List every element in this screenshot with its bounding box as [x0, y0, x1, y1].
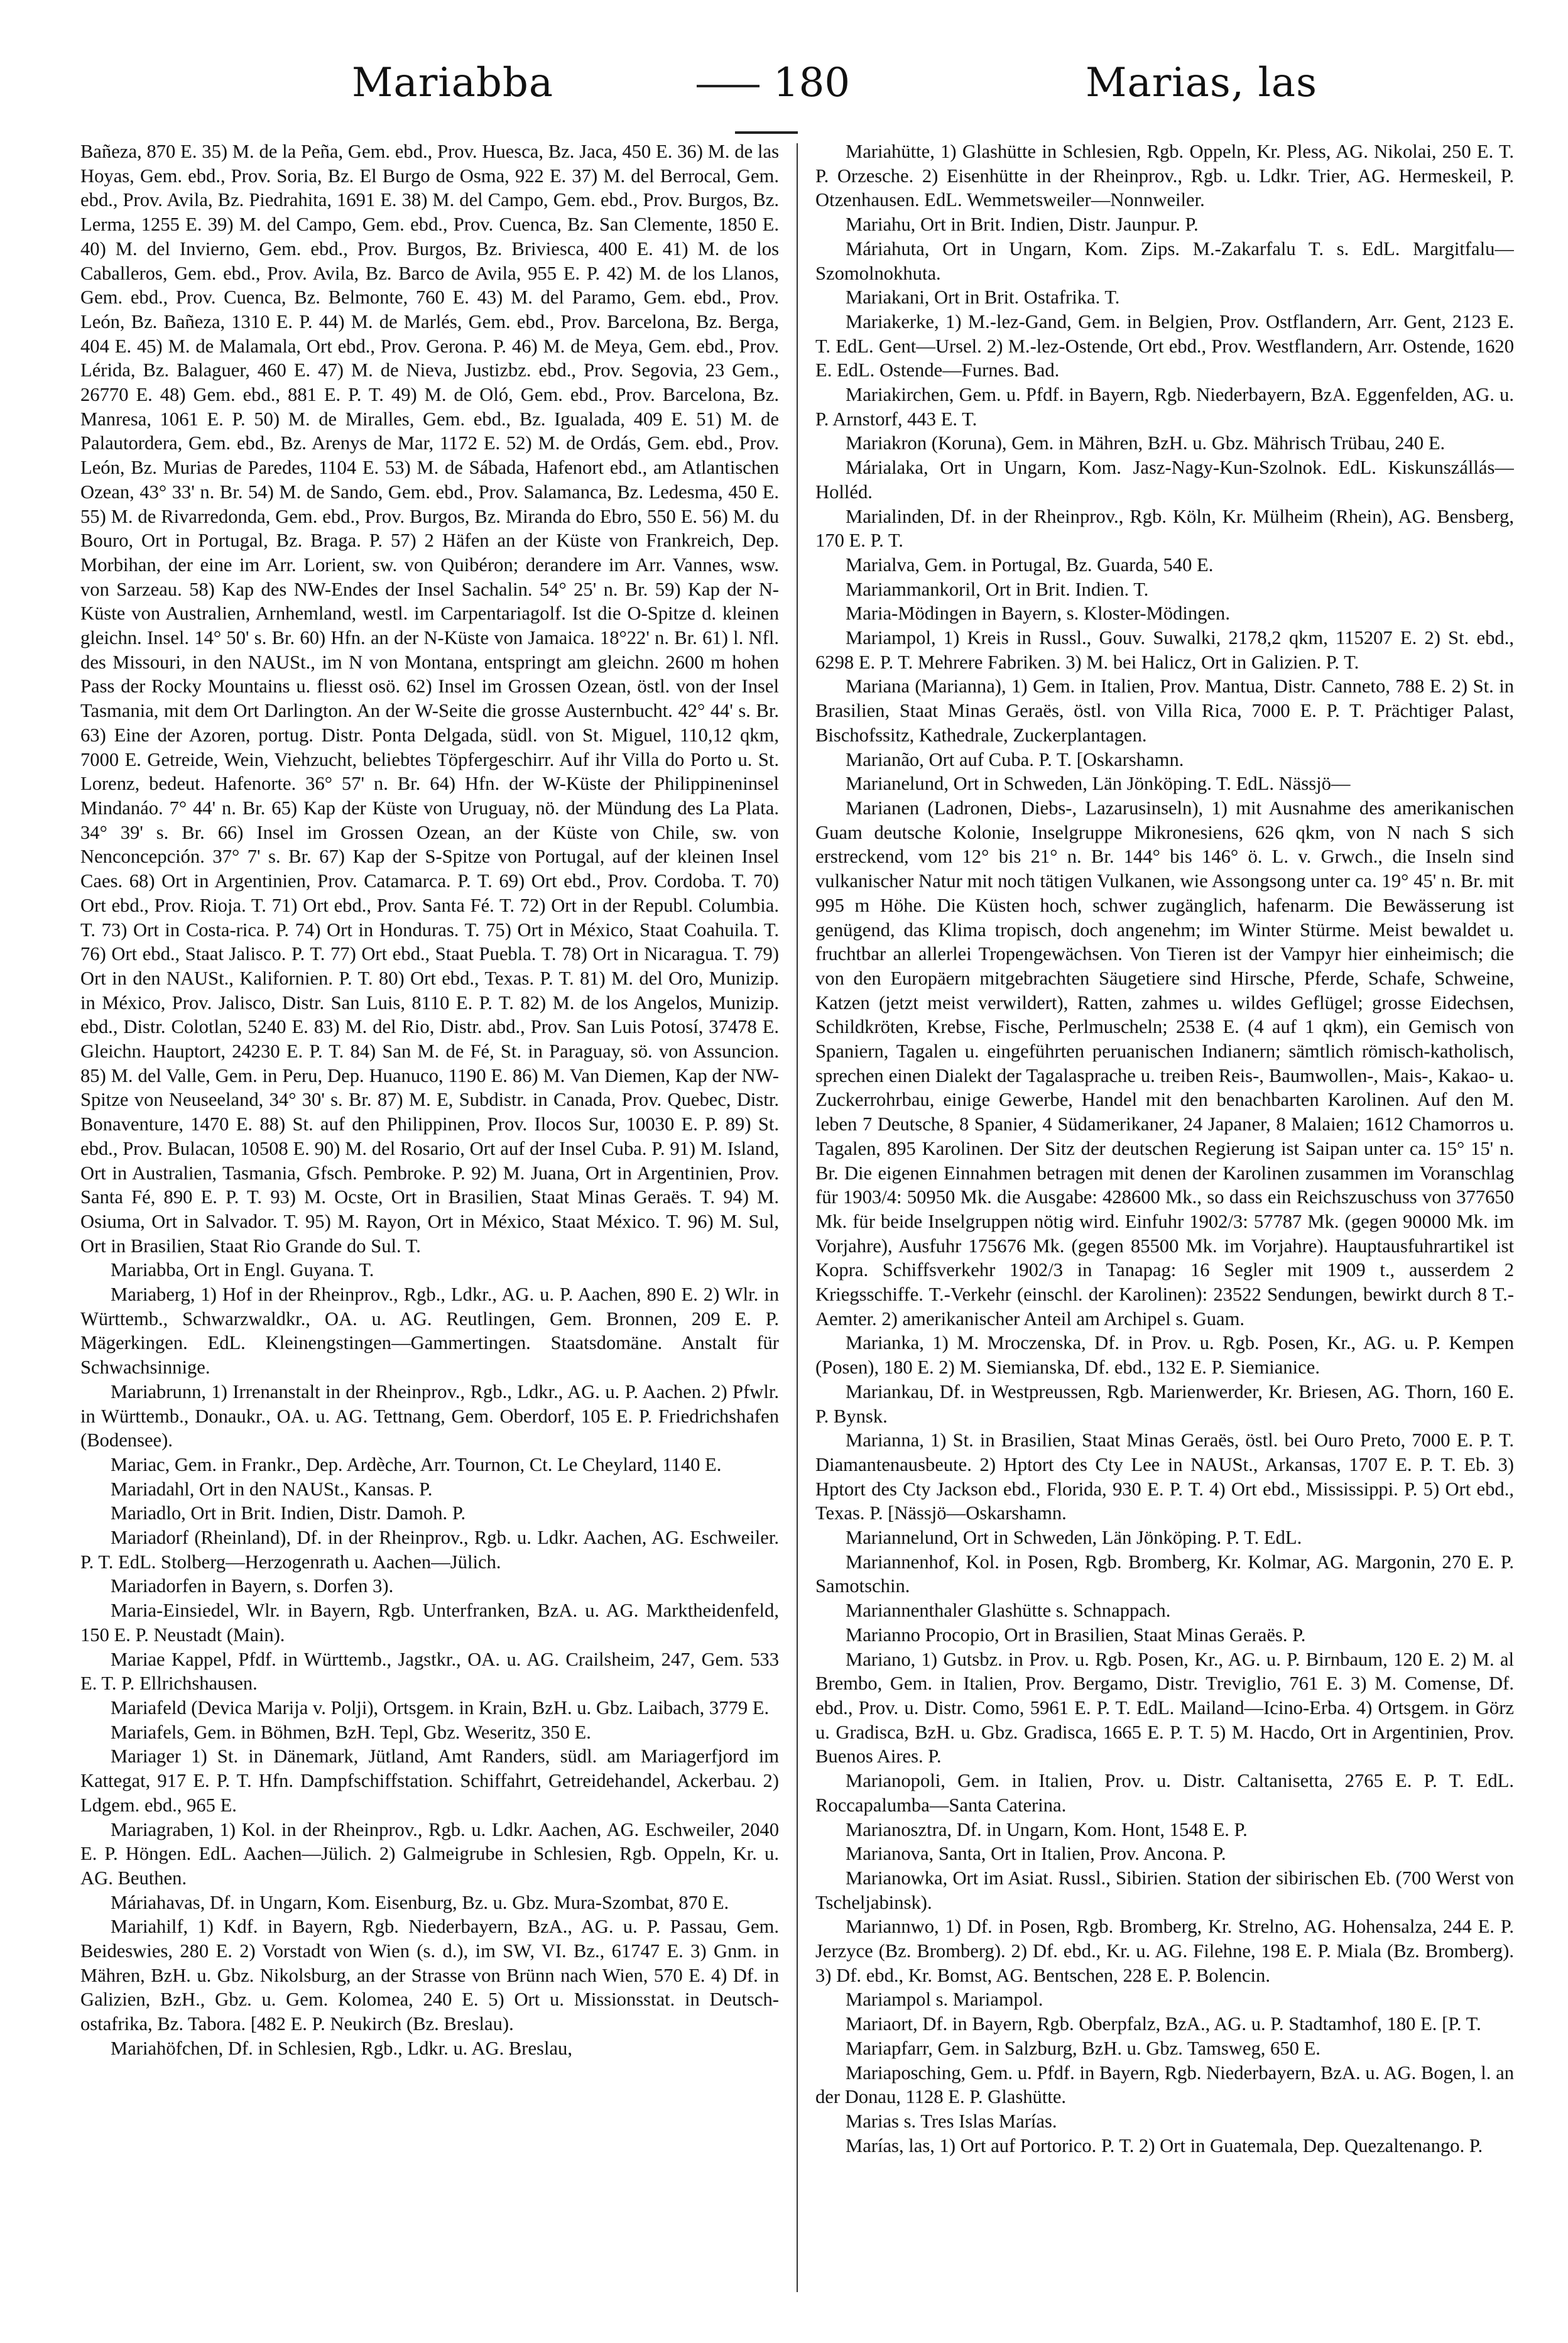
- gazetteer-entry: Mariammankoril, Ort in Brit. Indien. T.: [846, 578, 1149, 600]
- gazetteer-entry: Bañeza, 870 E. 35) M. de la Peña, Gem. ebd., Prov. Huesca, Bz. Jaca, 450 E. 36) M. de las Hoyas, Gem. ebd., Prov. Soria, Bz. El Burgo de Osma, 922 E. 37) M. del Berrocal, Gem. ebd., Prov. Avila, Bz. Piedrahita, 1691 E. 38) M. del Campo, Gem. ebd., Prov. Burgos, Bz. Lerma, 1255 E. 39) M. del Campo, Gem. ebd., Prov. Cuenca, Bz. San Clemente, 1850 E. 40) M. del Invierno, Gem. ebd., Prov. Burgos, Bz. Briviesca, 400 E. 41) M. de los Caballeros, Gem. ebd., Prov. Avila, Bz. Barco de Avila, 955 E. P. 42) M. de los Llanos, Gem. ebd., Prov. Cuenca, Bz. Belmonte, 760 E. 43) M. del Paramo, Gem. ebd., Prov. León, Bz. Bañeza, 1310 E. P. 44) M. de Marlés, Gem. ebd., Prov. Barcelona, Bz. Berga, 404 E. 45) M. de Malamala, Ort ebd., Prov. Gerona. P. 46) M. de Meya, Gem. ebd., Prov. Lérida, Bz. Balaguer, 460 E. 47) M. de Nieva, Justizbz. ebd., Prov. Segovia, 23 Gem., 26770 E. 48) Gem. ebd., 881 E. P. T. 49) M. de Oló, Gem. ebd., Prov. Barcelona, Bz. Manresa, 1061 E. P. 50) M. de Miralles, Gem. ebd., Bz. Igualada, 409 E. 51) M. de Palautordera, Gem. ebd., Bz. Arenys de Mar, 1172 E. 52) M. de Ordás, Gem. ebd., Prov. León, Bz. Murias de Paredes, 1104 E. 53) M. de Sábada, Hafenort ebd., am Atlantischen Ozean, 43° 33' n. Br. 54) M. de Sando, Gem. ebd., Prov. Salamanca, Bz. Ledesma, 450 E. 55) M. de Rivarredonda, Gem. ebd., Prov. Burgos, Bz. Miranda do Ebro, 550 E. 56) M. du Bouro, Ort in Portugal, Bz. Braga. P. 57) 2 Häfen an der Küste von Frankreich, Dep. Morbihan, der eine im Arr. Lorient, sw. von Quibéron; derandere im Arr. Vannes, wsw. von Sarzeau. 58) Kap des NW-Endes der Insel Sachalin. 54° 25' n. Br. 59) Kap der N-Küste von Australien, Arnhemland, westl. im Carpentariagolf. Ist die O-Spitze d. kleinen gleichn. Insel. 14° 50' s. Br. 60) Hfn. an der N-Küste von Jamaica. 18°22' n. Br. 61) l. Nfl. des Missouri, in den NAUSt., im N von Montana, entspringt am gleichn. 2600 m hohen Pass der Rocky Mountains u. fliesst osö. 62) Insel im Grossen Ozean, östl. von der Insel Tasmania, mit dem Ort Darlington. An der W-Seite die grosse Austernbucht. 42° 44' s. Br. 63) Eine der Azoren, portug. Distr. Ponta Delgada, südl. von St. Miguel, 110,12 qkm, 7000 E. Getreide, Wein, Viehzucht, beliebtes Töpfergeschirr. Auf ihr Villa do Porto u. St. Lorenz, bedeut. Hafenorte. 36° 57' n. Br. 64) Hfn. der W-Küste der Philippineninsel Mindanáo. 7° 44' n. Br. 65) Kap der Küste von Uruguay, nö. der Mündung des La Plata. 34° 39' s. Br. 66) Insel im Grossen Ozean, an der Küste von Chile, sw. von Nenconcepción. 37° 7' s. Br. 67) Kap der S-Spitze von Portugal, auf der kleinen Insel Caes. 68) Ort in Argentinien, Prov. Catamarca. P. T. 69) Ort ebd., Prov. Cordoba. T. 70) Ort ebd., Prov. Rioja. T. 71) Ort ebd., Prov. Santa Fé. T. 72) Ort in der Republ. Columbia. T. 73) Ort in Costa-rica. P. 74) Ort in Honduras. T. 75) Ort in México, Staat Coahuila. T. 76) Ort ebd., Staat Jalisco. P. T. 77) Ort ebd., Staat Puebla. T. 78) Ort in Nicaragua. T. 79) Ort in den NAUSt., Kalifornien. P. T. 80) Ort ebd., Texas. P. T. 81) M. del Oro, Munizip. in México, Prov. Jalisco, Distr. San Luis, 8110 E. P. T. 82) M. de los Angelos, Munizip. ebd., Distr. Colotlan, 5240 E. 83) M. del Rio, Distr. abd., Prov. San Luis Potosí, 37478 E. Gleichn. Hauptort, 24230 E. P. T. 84) San M. de Fé, St. in Paraguay, sö. von Assuncion. 85) M. del Valle, Gem. in Peru, Dep. Huanuco, 1190 E. 86) M. Van Diemen, Kap der NW-Spitze von Neuseeland, 34° 30' s. Br. 87) M. E, Subdistr. in Canada, Prov. Quebec, Distr. Bonaventure, 1470 E. 88) St. auf den Philippinen, Prov. Ilocos Sur, 10030 E. P. 89) St. ebd., Prov. Bulacan, 10508 E. 90) M. del Rosario, Ort auf der Insel Cuba. P. 91) M. Island, Ort in Australien, Tasmania, Gfsch. Pembroke. P. 92) M. Juana, Ort in Argentinien, Prov. Santa Fé, 890 E. P. T. 93) M. Ocste, Ort in Brasilien, Staat Minas Geraës. T. 94) M. Osiuma, Ort in Salvador. T. 95) M. Rayon, Ort in México, Staat México. T. 96) M. Sul, Ort in Brasilien, Staat Rio Grande do Sul. T.: [80, 141, 779, 1257]
- gazetteer-entry: Mariadlo, Ort in Brit. Indien, Distr. Damoh. P.: [111, 1502, 466, 1524]
- gazetteer-entry: Mariana (Marianna), 1) Gem. in Italien, Prov. Mantua, Distr. Canneto, 788 E. 2) St. in Brasilien, Staat Minas Geraës, östl. von Villa Rica, 7000 E. P. T. Prächtiger Palast, Bischofssitz, Kathedrale, Zuckerplantagen.: [815, 675, 1514, 746]
- gazetteer-entry: Mariae Kappel, Pfdf. in Württemb., Jagstkr., OA. u. AG. Crailsheim, 247, Gem. 533 E. T. P. Ellrichshausen.: [80, 1648, 779, 1695]
- gazetteer-entry: Mariaort, Df. in Bayern, Rgb. Oberpfalz, BzA., AG. u. P. Stadtamhof, 180 E. [P. T.: [846, 2013, 1481, 2035]
- gazetteer-entry: Mariahütte, 1) Glashütte in Schlesien, Rgb. Oppeln, Kr. Pless, AG. Nikolai, 250 E. T. P. Orzesche. 2) Eisenhütte in der Rheinprov., Rgb. u. Ldkr. Trier, AG. Hermeskeil, P. Otzenhausen. EdL. Wemmetsweiler—Nonnweiler.: [815, 141, 1514, 211]
- gazetteer-entry: Marías, las, 1) Ort auf Portorico. P. T. 2) Ort in Guatemala, Dep. Quezaltenango. P.: [846, 2134, 1483, 2156]
- gazetteer-entry: Mariahilf, 1) Kdf. in Bayern, Rgb. Niederbayern, BzA., AG. u. P. Passau, Gem. Beideswies, 280 E. 2) Vorstadt von Wien (s. d.), im SW, VI. Bz., 61747 E. 3) Gnm. in Mähren, BzH. u. Gbz. Nikolsburg, an der Strasse von Brünn nach Wien, 570 E. 4) Df. in Galizien, BzH., Gbz. u. Gem. Kolomea, 240 E. 5) Ort u. Missionsstat. in Deutsch-ostafrika, Bz. Tabora. [482 E. P. Neukirch (Bz. Breslau).: [80, 1916, 779, 2035]
- gazetteer-entry: Mariadorf (Rheinland), Df. in der Rheinprov., Rgb. u. Ldkr. Aachen, AG. Eschweiler. P. T. EdL. Stolberg—Herzogenrath u. Aachen—Jülich.: [80, 1527, 779, 1573]
- gazetteer-entry: Mariadahl, Ort in den NAUSt., Kansas. P.: [111, 1478, 433, 1500]
- gazetteer-entry: Marianen (Ladronen, Diebs-, Lazarusinseln), 1) mit Ausnahme des amerikanischen Guam deutsche Kolonie, Inselgruppe Mikronesiens, 626 qkm, von N nach S sich erstreckend, vom 12° bis 21° n. Br. 144° bis 146° ö. L. v. Grwch., die Inseln sind vulkanischer Natur mit noch tätigen Vulkanen, wie Assongsong unter ca. 19° 45' n. Br. mit 995 m Höhe. Die Küsten hoch, schwer zugänglich, hafenarm. Die Bewässerung ist genügend, das Klima tropisch, doch angenehm; im Winter Stürme. Meist bewaldet u. fruchtbar an allerlei Tropengewächsen. Von Tieren ist der Vampyr hier einheimisch; die von den Europäern mitgebrachten Säugetiere sind Hirsche, Pferde, Schafe, Schweine, Katzen (jetzt meist verwildert), Ratten, zahmes u. wildes Geflügel; grosse Eidechsen, Schildkröten, Krebse, Fische, Perlmuscheln; 2538 E. (4 auf 1 qkm), ein Gemisch von Spaniern, Tagalen u. eingeführten peruanischen Indianern; sämtlich römisch-katholisch, sprechen einen Dialekt der Tagalasprache u. treiben Reis-, Baumwollen-, Mais-, Kakao- u. Zuckerrohrbau, einige Gewerbe, Handel mit den benachbarten Karolinen. Auf den M. leben 7 Deutsche, 8 Spanier, 4 Südamerikaner, 24 Japaner, 8 Malaien; 1612 Chamorros u. Tagalen, 895 Karolinen. Der Sitz der deutschen Regierung ist Saipan unter ca. 15° 15' n. Br. Die eigenen Einnahmen betragen mit denen der Karolinen zusammen im Voranschlag für 1903/4: 50950 Mk. die Ausgabe: 428600 Mk., so dass ein Reichszuschuss von 377650 Mk. für beide Inselgruppen nötig wird. Einfuhr 1902/3: 57787 Mk. (gegen 90000 Mk. im Vorjahre), Ausfuhr 175676 Mk. (gegen 85500 Mk. im Vorjahre). Hauptausfuhrartikel ist Kopra. Schiffsverkehr 1902/3 in Tanapag: 16 Segler mit 1909 t., ausserdem 2 Kriegsschiffe. T.-Verkehr (einschl. der Karolinen): 23522 Sendungen, bewirkt durch 8 T.-Aemter. 2) amerikanischer Anteil am Archipel s. Guam.: [815, 797, 1514, 1330]
- gazetteer-entry: Mariapfarr, Gem. in Salzburg, BzH. u. Gbz. Tamsweg, 650 E.: [846, 2037, 1320, 2059]
- gazetteer-entry: Máriahavas, Df. in Ungarn, Kom. Eisenburg, Bz. u. Gbz. Mura-Szombat, 870 E.: [111, 1891, 729, 1913]
- gazetteer-entry: Marianna, 1) St. in Brasilien, Staat Minas Geraës, östl. bei Ouro Preto, 7000 E. P. T. Diamantenausbeute. 2) Hptort des Cty Lee in NAUSt., Arkansas, 1707 E. P. T. Eb. 3) Hptort des Cty Jackson ebd., Florida, 930 E. P. T. 4) Ort ebd., Mississippi. P. 5) Ort ebd., Texas. P. [Nässjö—Oskarshamn.: [815, 1429, 1514, 1524]
- gazetteer-entry: Mariannenthaler Glashütte s. Schnappach.: [846, 1600, 1171, 1622]
- gazetteer-entry: Maria-Mödingen in Bayern, s. Kloster-Mödingen.: [846, 603, 1230, 625]
- gazetteer-entry: Mariaberg, 1) Hof in der Rheinprov., Rgb., Ldkr., AG. u. P. Aachen, 890 E. 2) Wlr. in Württemb., Schwarzwaldkr., OA. u. AG. Reutlingen, Gem. Bronnen, 209 E. P. Mägerkingen. EdL. Kleinengstingen—Gammertingen. Staatsdomäne. Anstalt für Schwachsinnige.: [80, 1284, 779, 1379]
- gazetteer-entry: Mariano, 1) Gutsbz. in Prov. u. Rgb. Posen, Kr., AG. u. P. Birnbaum, 120 E. 2) M. al Brembo, Gem. in Italien, Prov. Bergamo, Distr. Treviglio, 761 E. 3) M. Comense, Df. ebd., Prov. u. Distr. Como, 5961 E. P. T. EdL. Mailand—Icino-Erba. 4) Ortsgem. in Görz u. Gradisca, BzH. u. Gbz. Gradisca, 1665 E. P. T. 5) M. Hacdo, Ort in Argentinien, Prov. Buenos Aires. P.: [815, 1648, 1514, 1767]
- gazetteer-entry: Marianowka, Ort im Asiat. Russl., Sibirien. Station der sibirischen Eb. (700 Werst von Tscheljabinsk).: [815, 1867, 1514, 1913]
- gazetteer-entry: Mariager 1) St. in Dänemark, Jütland, Amt Randers, südl. am Mariagerfjord im Kattegat, 917 E. P. T. Hfn. Dampfschiffstation. Schiffahrt, Getreidehandel, Ackerbau. 2) Ldgem. ebd., 965 E.: [80, 1745, 779, 1816]
- left-column: [80, 139, 779, 2326]
- right-column: [815, 139, 1514, 2326]
- page-header: [0, 60, 1568, 129]
- gazetteer-entry: Marialinden, Df. in der Rheinprov., Rgb. Köln, Kr. Mülheim (Rhein), AG. Bensberg, 170 E. P. T.: [815, 505, 1514, 552]
- gazetteer-entry: Mariac, Gem. in Frankr., Dep. Ardèche, Arr. Tournon, Ct. Le Cheylard, 1140 E.: [111, 1453, 722, 1475]
- gazetteer-entry: Mariampol s. Mariampol.: [846, 1989, 1043, 2011]
- gazetteer-entry: Marianka, 1) M. Mroczenska, Df. in Prov. u. Rgb. Posen, Kr., AG. u. P. Kempen (Posen), 180 E. 2) M. Siemianska, Df. ebd., 132 E. P. Siemianice.: [815, 1332, 1514, 1379]
- gazetteer-entry: Mariankau, Df. in Westpreussen, Rgb. Marienwerder, Kr. Briesen, AG. Thorn, 160 E. P. Bynsk.: [815, 1380, 1514, 1427]
- gazetteer-entry: Mariannenhof, Kol. in Posen, Rgb. Bromberg, Kr. Kolmar, AG. Margonin, 270 E. P. Samotschin.: [815, 1551, 1514, 1597]
- gazetteer-entry: Mariabba, Ort in Engl. Guyana. T.: [111, 1259, 374, 1281]
- gazetteer-entry: Marianno Procopio, Ort in Brasilien, Staat Minas Geraës. P.: [846, 1624, 1306, 1646]
- gazetteer-entry: Mariannwo, 1) Df. in Posen, Rgb. Bromberg, Kr. Strelno, AG. Hohensalza, 244 E. P. Jerzyce (Bz. Bromberg). 2) Df. ebd., Kr. u. AG. Filehne, 198 E. P. Miala (Bz. Bromberg). 3) Df. ebd., Kr. Bomst, AG. Bentschen, 228 E. P. Bolencin.: [815, 1916, 1514, 1986]
- column-divider: [797, 143, 798, 2292]
- gazetteer-entry: Mariahu, Ort in Brit. Indien, Distr. Jaunpur. P.: [846, 214, 1199, 236]
- gazetteer-entry: Marialva, Gem. in Portugal, Bz. Guarda, 540 E.: [846, 554, 1214, 576]
- gazetteer-entry: Mariakron (Koruna), Gem. in Mähren, BzH. u. Gbz. Mährisch Trübau, 240 E.: [846, 432, 1446, 454]
- gazetteer-entry: Marianova, Santa, Ort in Italien, Prov. Ancona. P.: [846, 1843, 1226, 1865]
- gazetteer-entry: Marias s. Tres Islas Marías.: [846, 2110, 1057, 2132]
- header-last-entry: Marias, las: [1086, 60, 1317, 106]
- gazetteer-entry: Mariakani, Ort in Brit. Ostafrika. T.: [846, 287, 1120, 309]
- gazetteer-entry: Mariakerke, 1) M.-lez-Gand, Gem. in Belgien, Prov. Ostflandern, Arr. Gent, 2123 E. T. EdL. Gent—Ursel. 2) M.-lez-Ostende, Ort ebd., Prov. Westflandern, Arr. Ostende, 1620 E. EdL. Ostende—Furnes. Bad.: [815, 310, 1514, 381]
- gazetteer-entry: Marianão, Ort auf Cuba. P. T. [Oskarshamn.: [846, 748, 1184, 770]
- page-number: 180: [773, 60, 851, 106]
- rule-dash-right: [735, 131, 798, 134]
- gazetteer-entry: Mariabrunn, 1) Irrenanstalt in der Rheinprov., Rgb., Ldkr., AG. u. P. Aachen. 2) Pfwlr. in Württemb., Donaukr., OA. u. AG. Tettnang, Gem. Oberdorf, 105 E. P. Friedrichshafen (Bodensee).: [80, 1380, 779, 1451]
- gazetteer-entry: Marianelund, Ort in Schweden, Län Jönköping. T. EdL. Nässjö—: [846, 773, 1351, 795]
- page-number-block: [647, 60, 886, 153]
- gazetteer-entry: Mariadorfen in Bayern, s. Dorfen 3).: [111, 1575, 394, 1597]
- gazetteer-entry: Marianosztra, Df. in Ungarn, Kom. Hont, 1548 E. P.: [846, 1818, 1248, 1840]
- rule-dash-left: [697, 85, 760, 87]
- gazetteer-entry: Mariakirchen, Gem. u. Pfdf. in Bayern, Rgb. Niederbayern, BzA. Eggenfelden, AG. u. P. Arnstorf, 443 E. T.: [815, 384, 1514, 430]
- gazetteer-entry: Márialaka, Ort in Ungarn, Kom. Jasz-Nagy-Kun-Szolnok. EdL. Kiskunszállás—Holléd.: [815, 457, 1514, 503]
- gazetteer-entry: Mariannelund, Ort in Schweden, Län Jönköping. P. T. EdL.: [846, 1527, 1302, 1549]
- gazetteer-entry: Maria-Einsiedel, Wlr. in Bayern, Rgb. Unterfranken, BzA. u. AG. Marktheidenfeld, 150 E. P. Neustadt (Main).: [80, 1600, 779, 1646]
- gazetteer-entry: Mariahöfchen, Df. in Schlesien, Rgb., Ldkr. u. AG. Breslau,: [111, 2037, 572, 2059]
- gazetteer-entry: Mariafels, Gem. in Böhmen, BzH. Tepl, Gbz. Weseritz, 350 E.: [111, 1721, 591, 1743]
- header-first-entry: Mariabba: [352, 60, 553, 106]
- gazetteer-entry: Mariagraben, 1) Kol. in der Rheinprov., Rgb. u. Ldkr. Aachen, AG. Eschweiler, 2040 E. P. Höngen. EdL. Aachen—Jülich. 2) Galmeigrube in Schlesien, Rgb. Oppeln, Kr. u. AG. Beuthen.: [80, 1818, 779, 1889]
- gazetteer-entry: Mariaposching, Gem. u. Pfdf. in Bayern, Rgb. Niederbayern, BzA. u. AG. Bogen, l. an der Donau, 1128 E. P. Glashütte.: [815, 2062, 1514, 2108]
- gazetteer-entry: Máriahuta, Ort in Ungarn, Kom. Zips. M.-Zakarfalu T. s. EdL. Margitfalu—Szomolnokhuta.: [815, 238, 1514, 284]
- gazetteer-entry: Mariafeld (Devica Marija v. Polji), Ortsgem. in Krain, BzH. u. Gbz. Laibach, 3779 E.: [111, 1697, 770, 1718]
- gazetteer-entry: Mariampol, 1) Kreis in Russl., Gouv. Suwalki, 2178,2 qkm, 115207 E. 2) St. ebd., 6298 E. P. T. Mehrere Fabriken. 3) M. bei Halicz, Ort in Galizien. P. T.: [815, 627, 1514, 673]
- gazetteer-entry: Marianopoli, Gem. in Italien, Prov. u. Distr. Caltanisetta, 2765 E. P. T. EdL. Roccapalumba—Santa Caterina.: [815, 1770, 1514, 1816]
